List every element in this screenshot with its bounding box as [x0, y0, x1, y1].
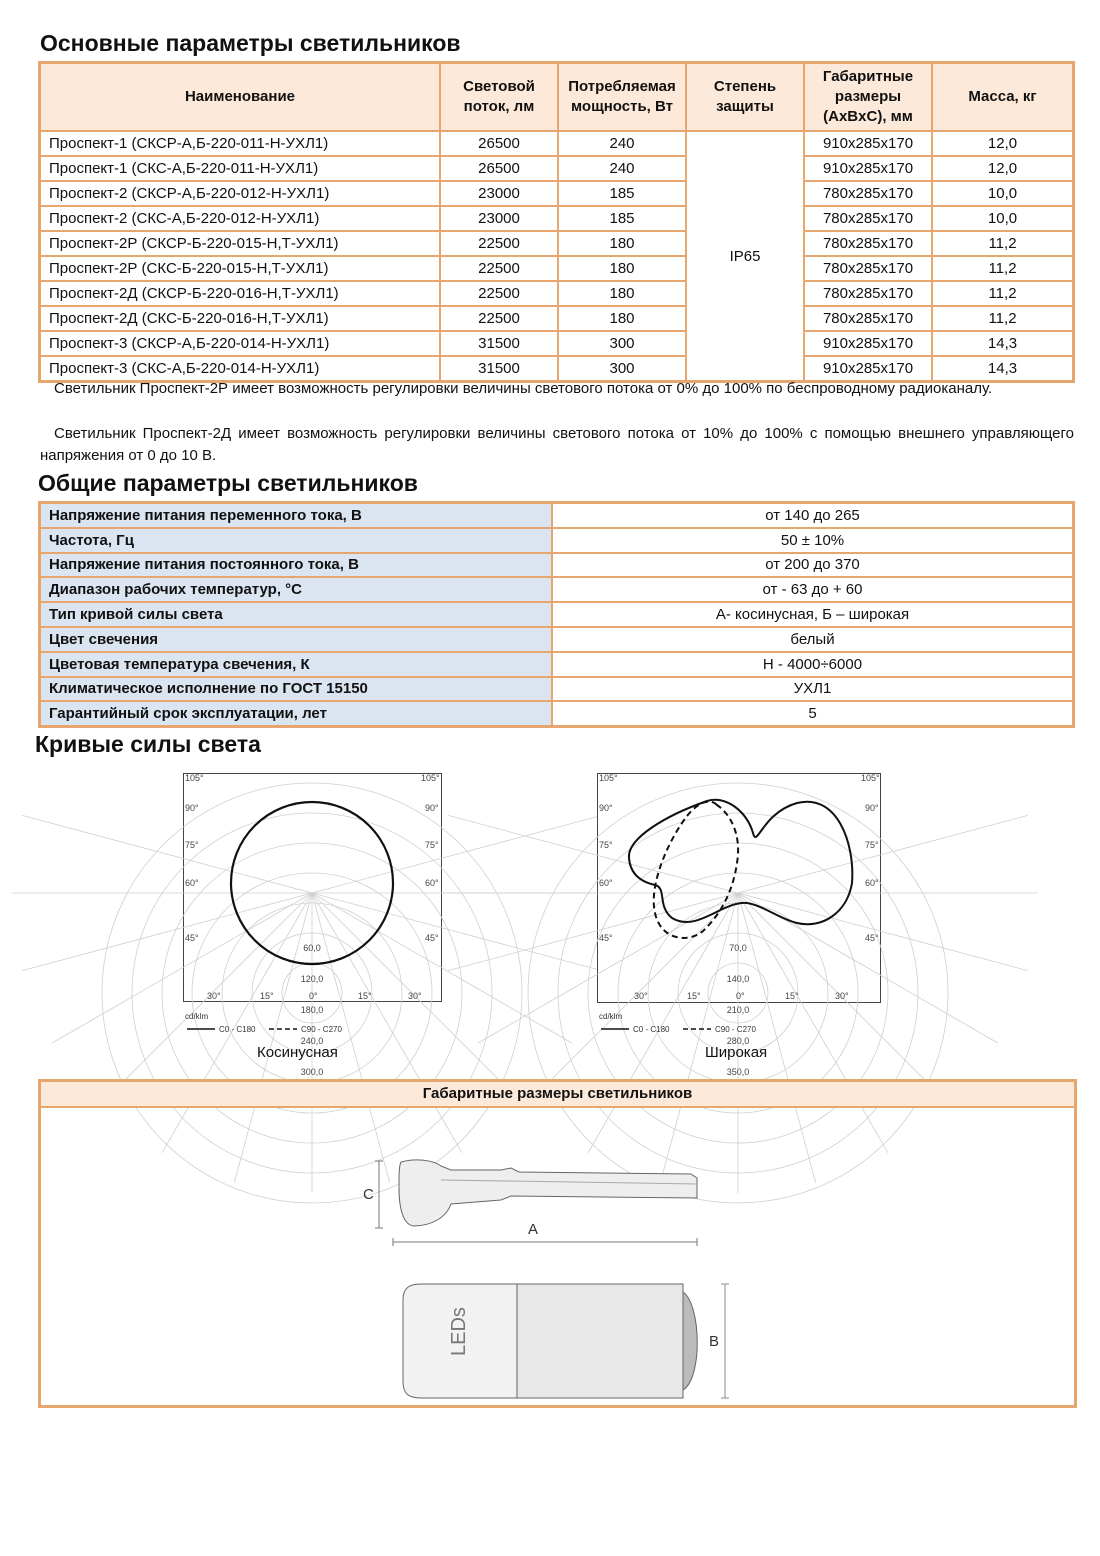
- table-row: [40, 156, 1074, 181]
- param-value: А- косинусная, Б – широкая: [552, 602, 1074, 627]
- angle-tick-label: 30°: [634, 991, 648, 1001]
- col-header-protection: Степень защиты: [686, 63, 804, 132]
- protection-cell: IP65: [686, 131, 804, 382]
- param-value: белый: [552, 627, 1074, 652]
- param-name: Климатическое исполнение по ГОСТ 15150: [40, 677, 553, 702]
- radial-tick-label: 70,0: [729, 943, 747, 953]
- col-header-power: Потребляемая мощность, Вт: [558, 63, 686, 132]
- table-row: [40, 256, 1074, 281]
- power-cell: 240: [558, 131, 686, 156]
- angle-tick-label: 75°: [865, 840, 879, 850]
- angle-tick-label: 60°: [599, 878, 613, 888]
- col-header-size: Габаритные размеры (AxBxC), мм: [804, 63, 932, 132]
- mass-cell: 11,2: [932, 281, 1074, 306]
- power-cell: 300: [558, 356, 686, 382]
- mass-cell: 10,0: [932, 181, 1074, 206]
- radial-tick-label: 350,0: [726, 1067, 750, 1077]
- size-cell: 910x285x170: [804, 156, 932, 181]
- radial-tick-label: 210,0: [726, 1005, 750, 1015]
- angle-tick-label: 60°: [865, 878, 879, 888]
- param-name: Цветовая температура свечения, К: [40, 652, 553, 677]
- angle-tick-label: 105°: [861, 773, 880, 783]
- col-header-flux: Световой поток, лм: [440, 63, 558, 132]
- angle-tick-label: 90°: [865, 803, 879, 813]
- radial-tick-label: 180,0: [300, 1005, 324, 1015]
- angle-tick-label: 15°: [785, 991, 799, 1001]
- table-header-row: [40, 63, 1074, 132]
- radial-tick-label: 300,0: [300, 1067, 324, 1077]
- legend-c0-c180: C0 - C180: [633, 1025, 670, 1034]
- angle-tick-label: 30°: [207, 991, 221, 1001]
- mass-cell: 14,3: [932, 331, 1074, 356]
- size-cell: 780x285x170: [804, 256, 932, 281]
- param-row: [40, 652, 1074, 677]
- param-row: [40, 553, 1074, 578]
- param-row: [40, 602, 1074, 627]
- param-value: Н - 4000÷6000: [552, 652, 1074, 677]
- size-cell: 780x285x170: [804, 206, 932, 231]
- unit-label: cd/klm: [185, 1012, 209, 1021]
- size-cell: 780x285x170: [804, 281, 932, 306]
- angle-tick-label: 0°: [736, 991, 745, 1001]
- mass-cell: 11,2: [932, 306, 1074, 331]
- param-value: УХЛ1: [552, 677, 1074, 702]
- mass-cell: 11,2: [932, 231, 1074, 256]
- flux-cell: 23000: [440, 206, 558, 231]
- caption-cosine: Косинусная: [257, 1044, 338, 1061]
- curves-title: Кривые силы света: [35, 731, 261, 757]
- plot-frame: [598, 774, 881, 1003]
- caption-wide: Широкая: [705, 1044, 768, 1061]
- flux-cell: 22500: [440, 281, 558, 306]
- radial-tick-label: 120,0: [300, 974, 324, 984]
- param-name: Гарантийный срок эксплуатации, лет: [40, 701, 553, 726]
- param-name: Частота, Гц: [40, 528, 553, 553]
- general-table-body: [40, 503, 1074, 727]
- angle-tick-label: 45°: [185, 933, 199, 943]
- note-2r: Светильник Проспект-2Р имеет возможность регулировки величины светового потока от 0% до 100% по беспроводному радиоканалу.: [54, 380, 993, 397]
- angle-tick-label: 45°: [599, 933, 613, 943]
- flux-cell: 26500: [440, 131, 558, 156]
- name-cell: Проспект-3 (СКСР-А,Б-220-014-Н-УХЛ1): [40, 331, 441, 356]
- main-parameters-table: [38, 61, 1075, 383]
- flux-cell: 31500: [440, 356, 558, 382]
- name-cell: Проспект-2Д (СКС-Б-220-016-Н,Т-УХЛ1): [40, 306, 441, 331]
- name-cell: Проспект-1 (СКС-А,Б-220-011-Н-УХЛ1): [40, 156, 441, 181]
- param-row: [40, 503, 1074, 528]
- power-cell: 240: [558, 156, 686, 181]
- radial-tick-label: 240,0: [300, 1036, 324, 1046]
- table-row: [40, 331, 1074, 356]
- table-row: [40, 306, 1074, 331]
- mass-cell: 14,3: [932, 356, 1074, 382]
- luminaire-top-body: [517, 1284, 683, 1398]
- name-cell: Проспект-2 (СКС-А,Б-220-012-Н-УХЛ1): [40, 206, 441, 231]
- angle-tick-label: 60°: [185, 878, 199, 888]
- power-cell: 180: [558, 306, 686, 331]
- param-name: Диапазон рабочих температур, °С: [40, 577, 553, 602]
- param-value: 5: [552, 701, 1074, 726]
- radial-tick-label: 280,0: [726, 1036, 750, 1046]
- table-row: [40, 181, 1074, 206]
- angle-tick-label: 45°: [425, 933, 439, 943]
- angle-tick-label: 15°: [687, 991, 701, 1001]
- note-2d: Светильник Проспект-2Д имеет возможность регулировки величины светового потока от 10% до 100% с помощью внешнего управляющего напряжения от 0 до 10 В.: [40, 425, 1074, 464]
- flux-cell: 22500: [440, 306, 558, 331]
- param-row: [40, 701, 1074, 726]
- power-cell: 180: [558, 231, 686, 256]
- flux-cell: 31500: [440, 331, 558, 356]
- table-row: [40, 281, 1074, 306]
- power-cell: 180: [558, 281, 686, 306]
- angle-tick-label: 90°: [599, 803, 613, 813]
- angle-tick-label: 0°: [309, 991, 318, 1001]
- dimensions-section: [38, 1079, 1077, 1408]
- label-c: C: [363, 1186, 374, 1203]
- angle-tick-label: 90°: [185, 803, 199, 813]
- param-value: от - 63 до + 60: [552, 577, 1074, 602]
- col-header-mass: Масса, кг: [932, 63, 1074, 132]
- angle-tick-label: 15°: [260, 991, 274, 1001]
- legend-c0-c180: C0 - C180: [219, 1025, 256, 1034]
- angle-tick-label: 105°: [185, 773, 204, 783]
- name-cell: Проспект-3 (СКС-А,Б-220-014-Н-УХЛ1): [40, 356, 441, 382]
- param-name: Цвет свечения: [40, 627, 553, 652]
- col-header-name: Наименование: [40, 63, 441, 132]
- param-value: от 140 до 265: [552, 503, 1074, 528]
- legend-c90-c270: C90 - C270: [301, 1025, 342, 1034]
- param-name: Напряжение питания переменного тока, В: [40, 503, 553, 528]
- name-cell: Проспект-2Р (СКСР-Б-220-015-Н,Т-УХЛ1): [40, 231, 441, 256]
- flux-cell: 22500: [440, 231, 558, 256]
- param-name: Тип кривой силы света: [40, 602, 553, 627]
- param-row: [40, 528, 1074, 553]
- power-cell: 300: [558, 331, 686, 356]
- size-cell: 910x285x170: [804, 331, 932, 356]
- name-cell: Проспект-1 (СКСР-А,Б-220-011-Н-УХЛ1): [40, 131, 441, 156]
- angle-tick-label: 90°: [425, 803, 439, 813]
- table-row: [40, 131, 1074, 156]
- main-title: Основные параметры светильников: [40, 30, 461, 56]
- table-row: [40, 231, 1074, 256]
- param-row: [40, 677, 1074, 702]
- angle-tick-label: 60°: [425, 878, 439, 888]
- mass-cell: 10,0: [932, 206, 1074, 231]
- angle-tick-label: 105°: [599, 773, 618, 783]
- param-name: Напряжение питания постоянного тока, В: [40, 553, 553, 578]
- power-cell: 185: [558, 181, 686, 206]
- flux-cell: 23000: [440, 181, 558, 206]
- angle-tick-label: 45°: [865, 933, 879, 943]
- dimensions-drawing: [41, 1108, 1074, 1404]
- radial-tick-label: 140,0: [726, 974, 750, 984]
- mass-cell: 12,0: [932, 131, 1074, 156]
- size-cell: 910x285x170: [804, 356, 932, 382]
- size-cell: 780x285x170: [804, 231, 932, 256]
- luminaire-top-end: [683, 1292, 697, 1390]
- angle-tick-label: 15°: [358, 991, 372, 1001]
- angle-tick-label: 30°: [408, 991, 422, 1001]
- name-cell: Проспект-2Д (СКСР-Б-220-016-Н,Т-УХЛ1): [40, 281, 441, 306]
- main-table-body: [40, 131, 1074, 382]
- param-row: [40, 577, 1074, 602]
- name-cell: Проспект-2 (СКСР-А,Б-220-012-Н-УХЛ1): [40, 181, 441, 206]
- general-parameters-table: [38, 501, 1075, 728]
- table-row: [40, 206, 1074, 231]
- size-cell: 910x285x170: [804, 131, 932, 156]
- general-title: Общие параметры светильников: [38, 470, 418, 496]
- size-cell: 780x285x170: [804, 181, 932, 206]
- plot-frame: [184, 774, 442, 1002]
- size-cell: 780x285x170: [804, 306, 932, 331]
- legend-c90-c270: C90 - C270: [715, 1025, 756, 1034]
- param-value: от 200 до 370: [552, 553, 1074, 578]
- dimensions-title: Габаритные размеры светильников: [41, 1082, 1074, 1108]
- param-row: [40, 627, 1074, 652]
- angle-tick-label: 105°: [421, 773, 440, 783]
- power-cell: 185: [558, 206, 686, 231]
- label-b: B: [709, 1333, 720, 1350]
- angle-tick-label: 30°: [835, 991, 849, 1001]
- unit-label: cd/klm: [599, 1012, 623, 1021]
- power-cell: 180: [558, 256, 686, 281]
- mass-cell: 12,0: [932, 156, 1074, 181]
- label-a: A: [528, 1221, 539, 1238]
- angle-tick-label: 75°: [425, 840, 439, 850]
- flux-cell: 26500: [440, 156, 558, 181]
- luminaire-side-body: [399, 1160, 697, 1226]
- angle-tick-label: 75°: [185, 840, 199, 850]
- leds-logo: LEDs: [448, 1307, 470, 1356]
- name-cell: Проспект-2Р (СКС-Б-220-015-Н,Т-УХЛ1): [40, 256, 441, 281]
- angle-tick-label: 75°: [599, 840, 613, 850]
- mass-cell: 11,2: [932, 256, 1074, 281]
- radial-tick-label: 60,0: [303, 943, 321, 953]
- param-value: 50 ± 10%: [552, 528, 1074, 553]
- flux-cell: 22500: [440, 256, 558, 281]
